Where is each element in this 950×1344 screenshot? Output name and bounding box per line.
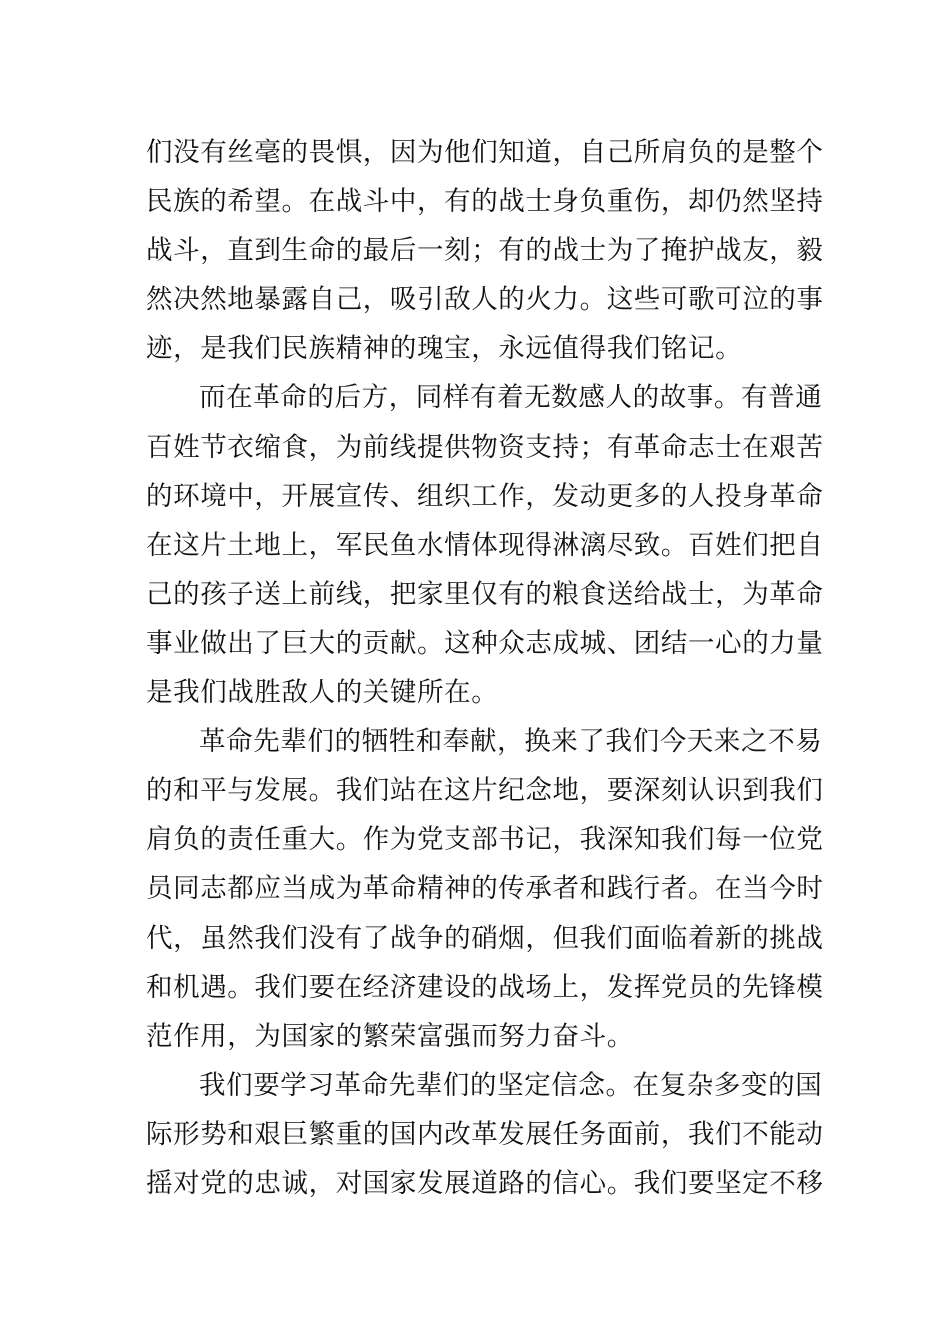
text-line: 的和平与发展。我们站在这片纪念地，要深刻认识到我们: [146, 775, 824, 807]
paragraph-2: [146, 373, 824, 717]
text-line: 而在革命的后方，同样有着无数感人的故事。有普通: [199, 382, 823, 414]
paragraph-1: [146, 128, 824, 373]
text-line: 员同志都应当成为革命精神的传承者和践行者。在当今时: [146, 873, 824, 905]
text-line: 己的孩子送上前线，把家里仅有的粮食送给战士，为革命: [146, 578, 824, 610]
text-line: 和机遇。我们要在经济建设的战场上，发挥党员的先锋模: [146, 971, 824, 1003]
text-line: 民族的希望。在战斗中，有的战士身负重伤，却仍然坚持: [146, 186, 824, 218]
text-line: 迹，是我们民族精神的瑰宝，永远值得我们铭记。: [146, 333, 743, 365]
text-line: 范作用，为国家的繁荣富强而努力奋斗。: [146, 1020, 634, 1052]
text-line: 代，虽然我们没有了战争的硝烟，但我们面临着新的挑战: [146, 922, 824, 954]
text-line: 的环境中，开展宣传、组织工作，发动更多的人投身革命: [146, 480, 824, 512]
text-line: 战斗，直到生命的最后一刻；有的战士为了掩护战友，毅: [146, 235, 824, 267]
text-line: 革命先辈们的牺牲和奉献，换来了我们今天来之不易: [199, 726, 823, 758]
paragraph-3: [146, 717, 824, 1061]
document-body: [146, 128, 824, 1208]
text-line: 们没有丝毫的畏惧，因为他们知道，自己所肩负的是整个: [146, 137, 824, 168]
text-line: 我们要学习革命先辈们的坚定信念。在复杂多变的国: [199, 1069, 823, 1101]
text-line: 是我们战胜敌人的关键所在。: [146, 677, 499, 709]
text-line: 事业做出了巨大的贡献。这种众志成城、团结一心的力量: [146, 627, 824, 659]
paragraph-4: [146, 1061, 824, 1208]
text-line: 然决然地暴露自己，吸引敌人的火力。这些可歌可泣的事: [146, 284, 824, 316]
text-line: 际形势和艰巨繁重的国内改革发展任务面前，我们不能动: [146, 1118, 824, 1150]
text-line: 百姓节衣缩食，为前线提供物资支持；有革命志士在艰苦: [146, 431, 824, 463]
text-line: 肩负的责任重大。作为党支部书记，我深知我们每一位党: [146, 824, 824, 856]
text-line: 在这片土地上，军民鱼水情体现得淋漓尽致。百姓们把自: [146, 529, 824, 561]
text-line: 摇对党的忠诚，对国家发展道路的信心。我们要坚定不移: [146, 1167, 824, 1199]
